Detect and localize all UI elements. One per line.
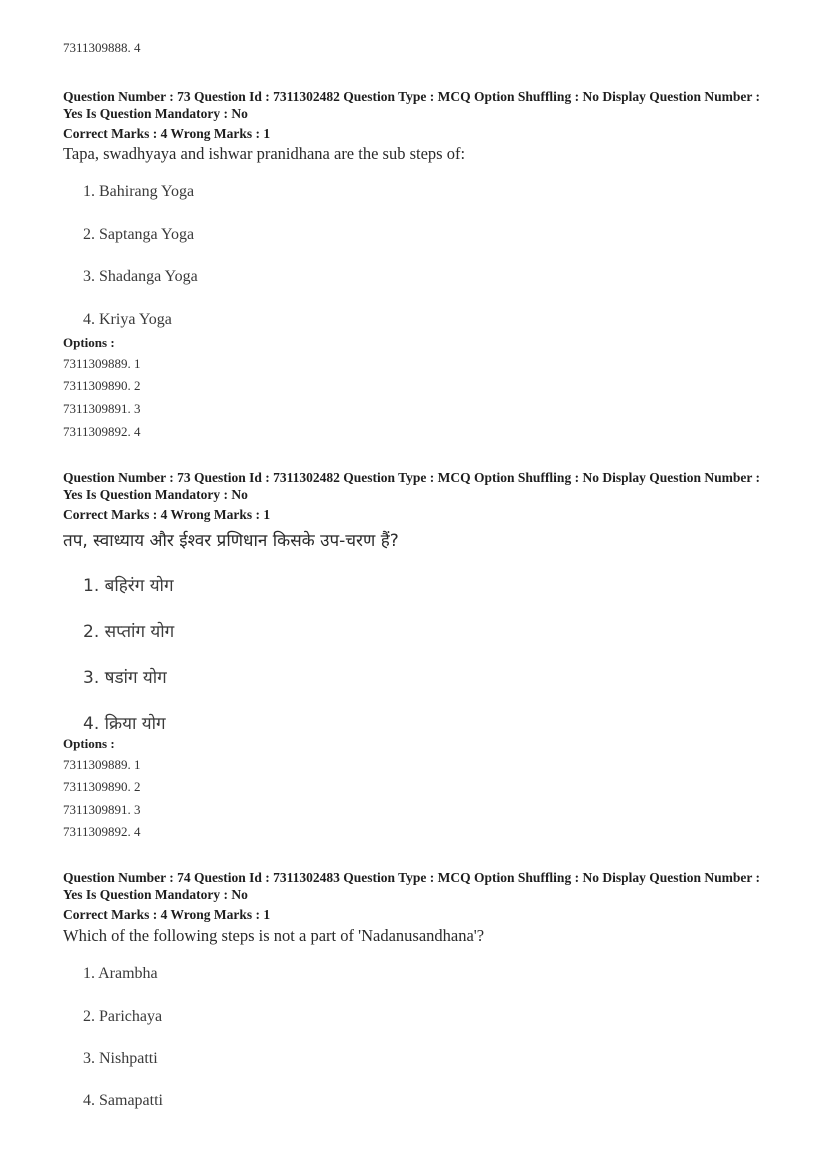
options-label: Options : <box>63 736 115 751</box>
question-marks: Correct Marks : 4 Wrong Marks : 1 <box>63 126 271 141</box>
answer-choice: 4. Kriya Yoga <box>83 311 172 328</box>
option-line: 7311309892. 4 <box>63 824 141 839</box>
question-text: Which of the following steps is not a part of 'Nadanusandhana'? <box>63 926 485 945</box>
answer-choice: 1. बहिरंग योग <box>83 576 174 596</box>
option-line: 7311309890. 2 <box>63 378 141 393</box>
option-line: 7311309888. 4 <box>63 40 141 55</box>
answer-choice: 2. Saptanga Yoga <box>83 226 195 243</box>
question-text: Tapa, swadhyaya and ishwar pranidhana are the sub steps of: <box>63 144 466 163</box>
answer-choice: 2. सप्तांग योग <box>83 622 175 642</box>
answer-choice: 1. Arambha <box>83 965 158 982</box>
answer-choice: 1. Bahirang Yoga <box>83 183 195 200</box>
answer-choice: 4. Samapatti <box>83 1092 163 1109</box>
question-header: Question Number : 73 Question Id : 7311302482 Question Type : MCQ Option Shuffling : No Display Question Number : Yes Is Question Mandatory : No <box>63 470 760 502</box>
answer-choice: 4. क्रिया योग <box>83 714 166 734</box>
option-line: 7311309892. 4 <box>63 424 141 439</box>
option-line: 7311309890. 2 <box>63 779 141 794</box>
question-header: Question Number : 73 Question Id : 7311302482 Question Type : MCQ Option Shuffling : No Display Question Number : Yes Is Question Mandatory : No <box>63 89 760 121</box>
answer-choice: 3. Nishpatti <box>83 1050 158 1067</box>
options-label: Options : <box>63 335 115 350</box>
answer-choice: 3. Shadanga Yoga <box>83 268 198 285</box>
option-line: 7311309889. 1 <box>63 757 141 772</box>
question-text: तप, स्वाध्याय और ईश्वर प्रणिधान किसके उप-चरण हैं? <box>63 531 399 551</box>
option-line: 7311309889. 1 <box>63 356 141 371</box>
question-marks: Correct Marks : 4 Wrong Marks : 1 <box>63 907 271 922</box>
option-line: 7311309891. 3 <box>63 802 141 817</box>
option-line: 7311309891. 3 <box>63 401 141 416</box>
answer-choice: 2. Parichaya <box>83 1008 163 1025</box>
question-marks: Correct Marks : 4 Wrong Marks : 1 <box>63 507 271 522</box>
question-header: Question Number : 74 Question Id : 7311302483 Question Type : MCQ Option Shuffling : No Display Question Number : Yes Is Question Mandatory : No <box>63 870 760 902</box>
answer-choice: 3. षडांग योग <box>83 668 167 688</box>
